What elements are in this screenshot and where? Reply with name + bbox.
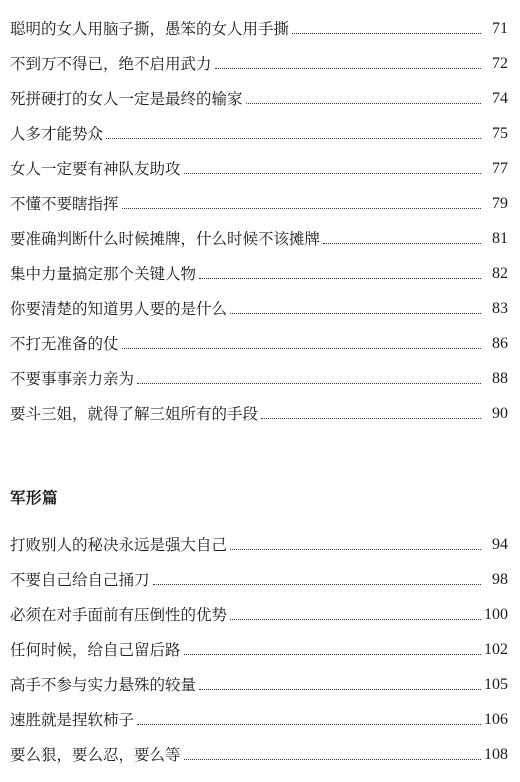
toc-entry-page: 77 (492, 160, 508, 177)
toc-entry-page: 88 (492, 370, 508, 387)
toc-entry (10, 590, 508, 625)
dot-leader (184, 758, 481, 760)
toc-entry-title: 不打无准备的仗 (10, 335, 119, 353)
toc-entry (10, 39, 508, 74)
dot-leader (184, 653, 481, 655)
toc-entry (10, 520, 508, 555)
toc-list-part2 (10, 520, 508, 765)
toc-entry (10, 695, 508, 730)
toc-entry-page: 105 (484, 676, 508, 693)
dot-leader (230, 312, 481, 314)
toc-entry-title: 要么狠，要么忍，要么等 (10, 746, 181, 764)
dot-leader (137, 723, 481, 725)
toc-entry-page: 72 (492, 55, 508, 72)
toc-entry (10, 660, 508, 695)
toc-entry (10, 319, 508, 354)
dot-leader (230, 548, 481, 550)
toc-entry-page: 94 (492, 536, 508, 553)
toc-entry-title: 集中力量搞定那个关键人物 (10, 265, 197, 283)
toc-entry-page: 82 (492, 265, 508, 282)
dot-leader (323, 242, 481, 244)
toc-entry-title: 不到万不得已，绝不启用武力 (10, 55, 212, 73)
toc-entry-title: 女人一定要有神队友助攻 (10, 160, 181, 178)
toc-entry-page: 108 (484, 746, 508, 763)
toc-entry-page: 81 (492, 230, 508, 247)
toc-entry-page: 86 (492, 335, 508, 352)
dot-leader (199, 277, 481, 279)
toc-entry (10, 249, 508, 284)
toc-entry-page: 102 (484, 641, 508, 658)
toc-entry-page: 106 (484, 711, 508, 728)
dot-leader (106, 137, 481, 139)
dot-leader (122, 347, 481, 349)
toc-entry-title: 任何时候，给自己留后路 (10, 641, 181, 659)
toc-entry-title: 必须在对手面前有压倒性的优势 (10, 606, 228, 624)
dot-leader (261, 417, 481, 419)
toc-entry-title: 速胜就是捏软柿子 (10, 711, 135, 729)
dot-leader (246, 102, 481, 104)
dot-leader (215, 67, 481, 69)
toc-entry-title: 人多才能势众 (10, 125, 104, 143)
toc-entry (10, 354, 508, 389)
toc-entry-page: 74 (492, 90, 508, 107)
toc-entry-title: 你要清楚的知道男人要的是什么 (10, 300, 228, 318)
toc-entry (10, 284, 508, 319)
toc-entry (10, 555, 508, 590)
dot-leader (184, 172, 481, 174)
toc-entry-title: 高手不参与实力悬殊的较量 (10, 676, 197, 694)
toc-entry-page: 98 (492, 571, 508, 588)
toc-entry (10, 4, 508, 39)
toc-entry-page: 83 (492, 300, 508, 317)
dot-leader (153, 583, 481, 585)
dot-leader (199, 688, 481, 690)
toc-entry (10, 144, 508, 179)
toc-entry-title: 不要事事亲力亲为 (10, 370, 135, 388)
toc-entry-page: 100 (484, 606, 508, 623)
toc-entry-title: 不懂不要瞎指挥 (10, 195, 119, 213)
toc-entry-title: 不要自己给自己捅刀 (10, 571, 150, 589)
section-heading: 军形篇 (10, 489, 59, 507)
toc-entry-title: 打败别人的秘决永远是强大自己 (10, 536, 228, 554)
toc-entry-page: 79 (492, 195, 508, 212)
toc-entry-title: 要准确判断什么时候摊牌，什么时候不该摊牌 (10, 230, 321, 248)
toc-entry-page: 75 (492, 125, 508, 142)
toc-list-part1 (10, 4, 508, 424)
dot-leader (230, 618, 481, 620)
toc-entry-page: 71 (492, 20, 508, 37)
dot-leader (122, 207, 481, 209)
toc-entry (10, 730, 508, 765)
dot-leader (137, 382, 481, 384)
toc-entry-title: 要斗三姐，就得了解三姐所有的手段 (10, 405, 259, 423)
toc-entry (10, 389, 508, 424)
dot-leader (292, 32, 481, 34)
toc-entry (10, 214, 508, 249)
toc-entry (10, 109, 508, 144)
toc-entry (10, 74, 508, 109)
toc-entry-title: 聪明的女人用脑子撕，愚笨的女人用手撕 (10, 20, 290, 38)
toc-entry-title: 死拼硬打的女人一定是最终的输家 (10, 90, 243, 108)
toc-entry (10, 625, 508, 660)
toc-entry-page: 90 (492, 405, 508, 422)
toc-entry (10, 179, 508, 214)
